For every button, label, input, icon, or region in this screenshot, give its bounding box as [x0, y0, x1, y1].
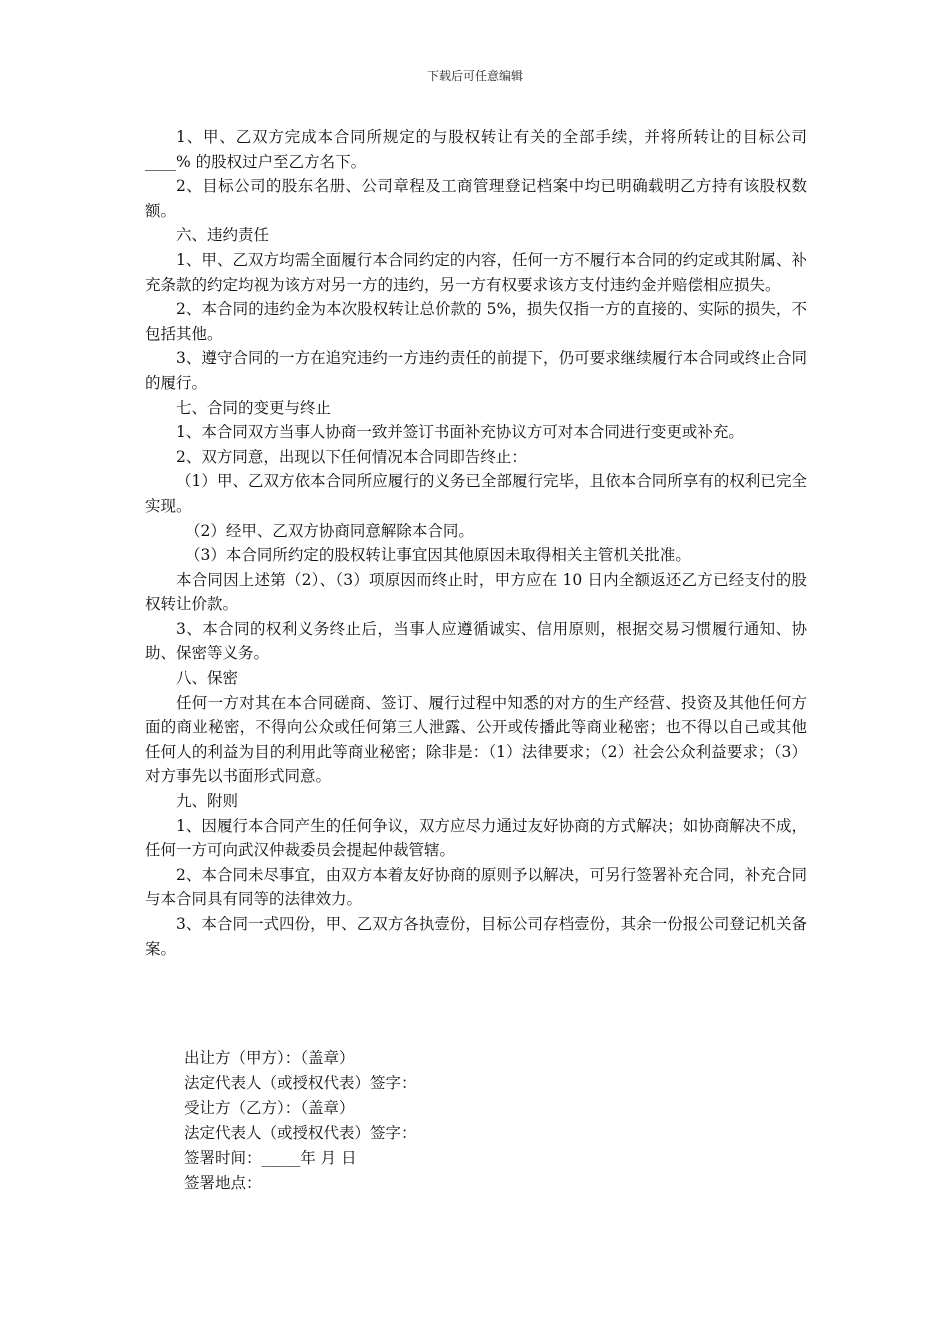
signature-line: 法定代表人（或授权代表）签字： — [184, 1074, 417, 1092]
signature-block — [184, 1046, 417, 1196]
contract-paragraph: （2）经甲、乙双方协商同意解除本合同。 — [185, 521, 474, 540]
signature-line: 受让方（乙方）：（盖章） — [184, 1099, 355, 1117]
contract-paragraph: 六、违约责任 — [176, 226, 270, 245]
page-header: 下载后可任意编辑 — [426, 69, 523, 83]
contract-body — [145, 125, 807, 961]
contract-paragraph: （1）甲、乙双方依本合同所应履行的义务已全部履行完毕，且依本合同所享有的权利已完全实现。 — [145, 472, 807, 515]
contract-paragraph: 八、保密 — [176, 669, 239, 688]
contract-paragraph: 2、目标公司的股东名册、公司章程及工商管理登记档案中均已明确载明乙方持有该股权数额。 — [145, 177, 807, 220]
contract-paragraph: 2、本合同的违约金为本次股权转让总价款的 5%，损失仅指一方的直接的、实际的损失，不包括其他。 — [145, 300, 807, 343]
contract-paragraph: 2、本合同未尽事宜，由双方本着友好协商的原则予以解决，可另行签署补充合同，补充合同与本合同具有同等的法律效力。 — [145, 865, 807, 909]
contract-paragraph: 3、遵守合同的一方在追究违约一方违约责任的前提下，仍可要求继续履行本合同或终止合同的履行。 — [145, 349, 807, 392]
signature-line: 出让方（甲方）：（盖章） — [184, 1049, 355, 1067]
contract-paragraph: 1、甲、乙双方均需全面履行本合同约定的内容，任何一方不履行本合同的约定或其附属、补充条款的约定均视为该方对另一方的违约，另一方有权要求该方支付违约金并赔偿相应损失。 — [145, 250, 807, 294]
contract-paragraph: 1、因履行本合同产生的任何争议，双方应尽力通过友好协商的方式解决；如协商解决不成，任何一方可向武汉仲裁委员会提起仲裁管辖。 — [145, 816, 807, 860]
contract-paragraph: 1、甲、乙双方完成本合同所规定的与股权转让有关的全部手续，并将所转让的目标公司____% 的股权过户至乙方名下。 — [145, 128, 807, 171]
contract-paragraph: 本合同因上述第（2）、（3）项原因而终止时，甲方应在 10 日内全额返还乙方已经支付的股权转让价款。 — [145, 570, 807, 614]
contract-paragraph: 2、双方同意，出现以下任何情况本合同即告终止： — [176, 447, 527, 466]
contract-paragraph: 任何一方对其在本合同磋商、签订、履行过程中知悉的对方的生产经营、投资及其他任何方面的商业秘密，不得向公众或任何第三人泄露、公开或传播此等商业秘密；也不得以自己或其他任何人的利益为目的利用此等商业秘密；除非是：（1）法律要求；（2）社会公众利益要求；（3）对方事先以书面形式同意。 — [145, 693, 807, 786]
contract-paragraph: 九、附则 — [176, 792, 239, 811]
contract-paragraph: （3）本合同所约定的股权转让事宜因其他原因未取得相关主管机关批准。 — [185, 546, 691, 565]
contract-paragraph: 3、本合同一式四份，甲、乙双方各执壹份，目标公司存档壹份，其余一份报公司登记机关备案。 — [145, 915, 807, 958]
contract-paragraph: 1、本合同双方当事人协商一致并签订书面补充协议方可对本合同进行变更或补充。 — [176, 423, 744, 442]
contract-paragraph: 3、本合同的权利义务终止后，当事人应遵循诚实、信用原则，根据交易习惯履行通知、协助、保密等义务。 — [145, 619, 807, 663]
signature-line: 签署地点： — [184, 1174, 262, 1192]
signature-line: 签署时间：_____年 月 日 — [184, 1149, 357, 1167]
contract-paragraph: 七、合同的变更与终止 — [176, 398, 332, 417]
signature-line: 法定代表人（或授权代表）签字： — [184, 1124, 417, 1142]
